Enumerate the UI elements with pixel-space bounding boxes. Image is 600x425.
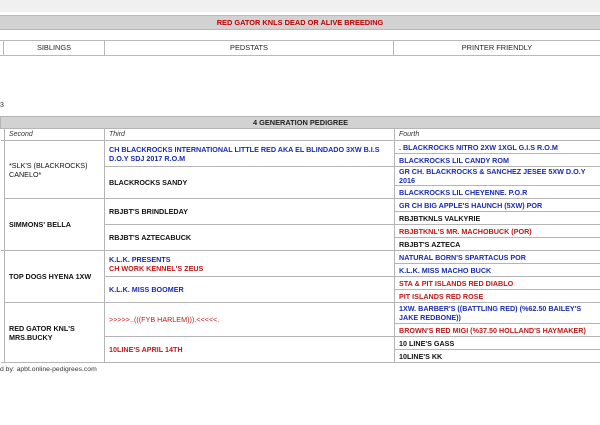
dog-sire[interactable] <box>5 141 105 199</box>
dog-third-2[interactable]: BLACKROCKS SANDY <box>105 167 395 199</box>
stray-mark: 3 <box>0 102 4 109</box>
dog-fourth-13[interactable]: 1XW. BARBER'S ((BATTLING RED) (%62.50 BAILEY'S JAKE REDBONE)) <box>395 303 600 324</box>
header-third: Third <box>105 129 395 141</box>
dog-sire-label: *SLK'S (BLACKROCKS) CANELO* <box>9 160 88 179</box>
dog-fourth-9[interactable]: NATURAL BORN'S SPARTACUS POR <box>395 251 600 264</box>
dog-fourth-11[interactable]: STA & PIT ISLANDS RED DIABLO <box>395 277 600 290</box>
footer-credit: d by: apbt.online-pedigrees.com <box>0 366 97 373</box>
dog-dam[interactable]: RED GATOR KNL'S MRS.BUCKY <box>5 303 105 363</box>
dog-fourth-2[interactable]: BLACKROCKS LIL CANDY ROM <box>395 154 600 167</box>
dog-third-6[interactable]: K.L.K. MISS BOOMER <box>105 277 395 303</box>
dog-dam-of-sire[interactable]: SIMMONS' BELLA <box>5 199 105 251</box>
tab-bar <box>0 40 600 56</box>
dog-fourth-16[interactable]: 10LINE'S KK <box>395 350 600 363</box>
dog-fourth-5[interactable]: GR CH BIG APPLE'S HAUNCH (5XW) POR <box>395 199 600 212</box>
dog-third-4[interactable]: RBJBT'S AZTECABUCK <box>105 225 395 251</box>
dog-third-8[interactable]: 10LINE'S APRIL 14TH <box>105 337 395 363</box>
dog-fourth-6[interactable]: RBJBTKNLS VALKYRIE <box>395 212 600 225</box>
pedigree-header-row <box>1 129 600 141</box>
header-fourth: Fourth <box>395 129 600 141</box>
tab-printer-friendly[interactable]: PRINTER FRIENDLY <box>461 43 533 52</box>
dog-fourth-3[interactable]: GR CH. BLACKROCKS & SANCHEZ JESEE 5XW D.O.Y 2016 <box>395 167 600 186</box>
dog-fourth-15[interactable]: 10 LINE'S GASS <box>395 337 600 350</box>
page <box>0 12 600 425</box>
pedigree-table <box>0 116 600 363</box>
banner-title: RED GATOR KNLS DEAD OR ALIVE BREEDING <box>216 18 384 27</box>
dog-third-5-line1: K.L.K. PRESENTS <box>109 254 171 264</box>
pedigree-title-row <box>1 117 600 129</box>
tab-siblings[interactable]: SIBLINGS <box>4 41 105 55</box>
dog-third-1[interactable]: CH BLACKROCKS INTERNATIONAL LITTLE RED AKA EL BLINDADO 3XW B.I.S D.O.Y SDJ 2017 R.O.M <box>105 141 395 167</box>
header-second: Second <box>5 129 105 141</box>
dog-third-5-line2: CH WORK KENNEL'S ZEUS <box>109 263 204 273</box>
dog-fourth-1[interactable]: . BLACKROCKS NITRO 2XW 1XGL G.I.S R.O.M <box>395 141 600 154</box>
dog-fourth-7[interactable]: RBJBTKNL'S MR. MACHOBUCK (POR) <box>395 225 600 238</box>
tab-pedstats[interactable]: PEDSTATS <box>105 41 394 55</box>
page-banner <box>0 15 600 30</box>
dog-third-3[interactable]: RBJBT'S BRINDLEDAY <box>105 199 395 225</box>
pedigree-title: 4 GENERATION PEDIGREE <box>1 117 600 129</box>
dog-fourth-8[interactable]: RBJBT'S AZTECA <box>395 238 600 251</box>
dog-sire-of-dam[interactable]: TOP DOGS HYENA 1XW <box>5 251 105 303</box>
dog-third-5[interactable] <box>105 251 395 277</box>
dog-fourth-4[interactable]: BLACKROCKS LIL CHEYENNE. P.O.R <box>395 186 600 199</box>
dog-fourth-10[interactable]: K.L.K. MISS MACHO BUCK <box>395 264 600 277</box>
dog-fourth-14[interactable]: BROWN'S RED MIGI (%37.50 HOLLAND'S HAYMAKER) <box>395 324 600 337</box>
dog-fourth-12[interactable]: PIT ISLANDS RED ROSE <box>395 290 600 303</box>
dog-third-7[interactable]: >>>>>..(((FYB HARLEM))).<<<<<. <box>105 303 395 337</box>
